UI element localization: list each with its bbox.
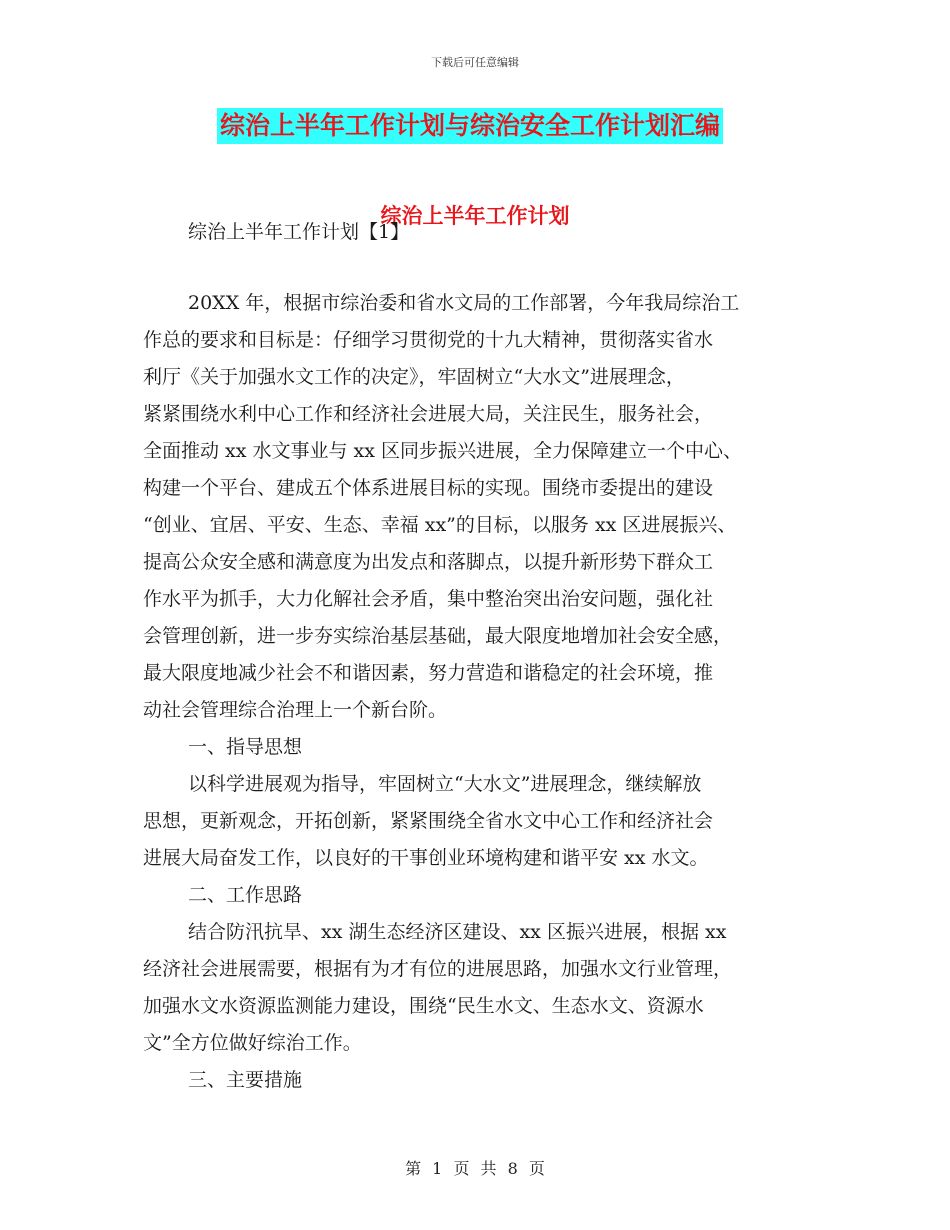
subheading-plan-1: 综治上半年工作计划【1】 bbox=[188, 221, 410, 243]
paragraph-line: 文”全方位做好综治工作。 bbox=[143, 1032, 362, 1054]
paragraph-line: 利厅《关于加强水文工作的决定》，牢固树立“大水文”进展理念， bbox=[143, 366, 685, 388]
paragraph-line: 全面推动 xx 水文事业与 xx 区同步振兴进展，全力保障建立一个中心、 bbox=[143, 440, 743, 462]
paragraph-line: 20XX 年，根据市综治委和省水文局的工作部署，今年我局综治工 bbox=[188, 292, 740, 314]
paragraph-line: 构建一个平台、建成五个体系进展目标的实现。围绕市委提出的建设 bbox=[143, 477, 714, 499]
paragraph-line: 最大限度地减少社会不和谐因素，努力营造和谐稳定的社会环境，推 bbox=[143, 662, 714, 684]
paragraph-line: 思想，更新观念，开拓创新，紧紧围绕全省水文中心工作和经济社会 bbox=[143, 810, 714, 832]
paragraph-line: 进展大局奋发工作，以良好的干事创业环境构建和谐平安 xx 水文。 bbox=[143, 847, 709, 869]
paragraph-line: “创业、宜居、平安、生态、幸福 xx”的目标，以服务 xx 区进展振兴、 bbox=[143, 514, 737, 536]
paragraph-line: 经济社会进展需要，根据有为才有位的进展思路，加强水文行业管理， bbox=[143, 958, 733, 980]
paragraph-line: 以科学进展观为指导，牢固树立“大水文”进展理念，继续解放 bbox=[188, 773, 702, 795]
page-header-note: 下载后可任意编辑 bbox=[431, 56, 519, 69]
paragraph-line: 动社会管理综合治理上一个新台阶。 bbox=[143, 699, 448, 721]
section-title: 综治上半年工作计划 bbox=[380, 204, 570, 228]
paragraph-line: 加强水文水资源监测能力建设，围绕“民生水文、生态水文、资源水 bbox=[143, 995, 704, 1017]
paragraph-line: 作总的要求和目标是：仔细学习贯彻党的十九大精神，贯彻落实省水 bbox=[143, 329, 714, 351]
page-number: 第 1 页 共 8 页 bbox=[405, 1159, 545, 1178]
paragraph-line: 提高公众安全感和满意度为出发点和落脚点，以提升新形势下群众工 bbox=[143, 551, 714, 573]
heading-guiding-ideology: 一、指导思想 bbox=[188, 736, 303, 758]
paragraph-line: 结合防汛抗旱、xx 湖生态经济区建设、xx 区振兴进展，根据 xx bbox=[188, 921, 727, 943]
document-title-block bbox=[0, 108, 950, 144]
paragraph-line: 会管理创新，进一步夯实综治基层基础，最大限度地增加社会安全感， bbox=[143, 625, 733, 647]
paragraph-line: 作水平为抓手，大力化解社会矛盾，集中整治突出治安问题，强化社 bbox=[143, 588, 714, 610]
heading-main-measures: 三、主要措施 bbox=[188, 1069, 303, 1091]
paragraph-line: 紧紧围绕水利中心工作和经济社会进展大局，关注民生，服务社会， bbox=[143, 403, 714, 425]
heading-work-approach: 二、工作思路 bbox=[188, 884, 303, 906]
document-title: 综治上半年工作计划与综治安全工作计划汇编 bbox=[217, 108, 723, 144]
